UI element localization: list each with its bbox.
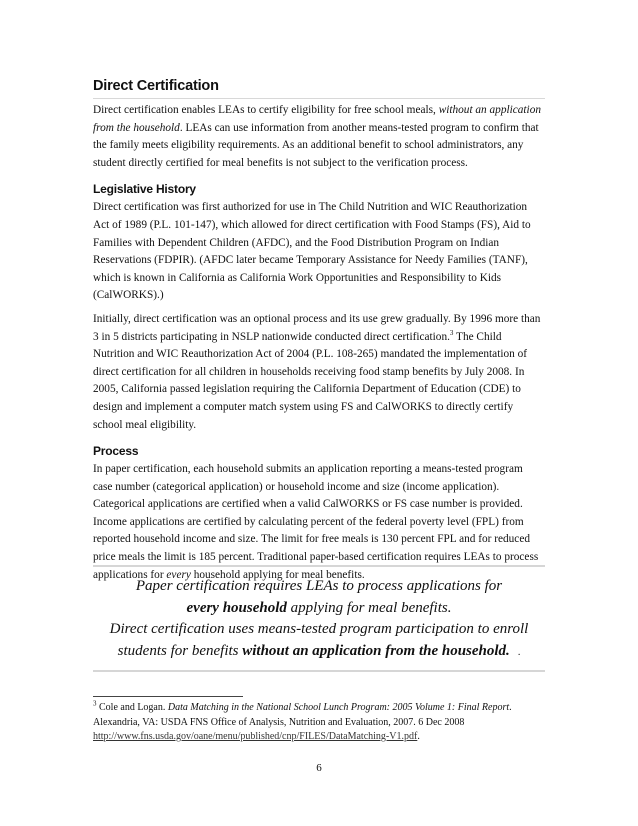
process-emphasis: every	[166, 568, 191, 581]
main-content	[93, 78, 545, 584]
page-number: 6	[316, 762, 322, 774]
pull-quote-line-2-rest: applying for meal benefits.	[286, 599, 452, 616]
pull-quote-line-4	[93, 641, 545, 664]
legislative-history-heading: Legislative History	[93, 182, 196, 197]
pull-quote-bold-1: every household	[186, 599, 287, 616]
pull-quote-top-rule	[93, 565, 545, 567]
footnote-publisher: . Alexandria, VA: USDA FNS Office of Analysis, Nutrition and Evaluation, 2007. 6 Dec 2008	[93, 702, 512, 728]
legislative-history-paragraph-1: Direct certification was first authorized for use in The Child Nutrition and WIC Reauthorization Act of 1989 (P.L. 101-147), which allowed for direct certification with Food Stamps (FS), Aid to Families with Dependent Children (AFDC), and the Food Distribution Program on Indian Reservations (FDPIR). (AFDC later became Temporary Assistance for Needy Families (TANF), which is known in California as California Work Opportunities and Responsibility to Kids (CalWORKS).)	[93, 201, 531, 302]
pull-quote-text	[93, 576, 545, 663]
pull-quote-bold-2: without an application from the household.	[242, 642, 510, 659]
footnote-link[interactable]: http://www.fns.usda.gov/oane/menu/published/cnp/FILES/DataMatching-V1.pdf	[93, 731, 418, 742]
process-text-1: In paper certification, each household submits an application reporting a means-tested program case number (categorical application) or household income and size (income application). Categorical applications are certified when a valid CalWORKS or FS case number is provided. Income applications are certified by calculating percent of the federal poverty level (FPL) from reported household income and size. The limit for free meals is 130 percent FPL and for reduced price meals the limit is 185 percent. Traditional paper-based certification requires LEAs to process applications for	[93, 463, 539, 581]
lh-p2-text-a: Initially, direct certification was an optional process and its use grew gradually. By 1996 more than 3 in 5 districts participating in NSLP nationwide conducted direct certification.	[93, 312, 541, 343]
intro-text-2: . LEAs can use information from another means-tested program to confirm that the family meets eligibility requirements. As an additional benefit to school administrators, any student directly certified for meal benefits is not subject to the verification process.	[93, 121, 539, 169]
footnote-number: 3	[93, 699, 97, 708]
pull-quote-line-2	[93, 598, 545, 620]
process-heading: Process	[93, 444, 139, 459]
intro-emphasis: without an application from the household	[93, 104, 541, 134]
footnote-end: .	[417, 731, 420, 742]
footnote-report-title: Data Matching in the National School Lunch Program: 2005 Volume 1: Final Report	[167, 702, 510, 713]
footnote-separator	[93, 696, 243, 697]
pull-quote-line-1: Paper certification requires LEAs to process applications for	[135, 578, 503, 594]
process-text-2: household applying for meal benefits.	[190, 568, 365, 581]
section-title: Direct Certification	[93, 78, 545, 99]
footnote-authors: Cole and Logan.	[96, 702, 168, 713]
lh-p2-text-b: The Child Nutrition and WIC Reauthorization Act of 2004 (P.L. 108-265) mandated the implementation of direct certification for all children in households receiving food stamp benefits by July 2008. In 2005, California passed legislation requiring the California Department of Education (CDE) to design and implement a computer match system using FS and CalWORKS to directly certify school meal eligibility.	[93, 330, 528, 431]
footnote-reference: 3	[449, 328, 454, 337]
intro-paragraph	[93, 102, 545, 172]
pull-quote	[93, 565, 545, 672]
pull-quote-line-3: Direct certification uses means-tested program participation to enroll	[109, 621, 529, 637]
intro-text-1: Direct certification enables LEAs to certify eligibility for free school meals,	[93, 104, 439, 116]
legislative-history-paragraph-2	[93, 311, 545, 434]
pull-quote-stray-period: .	[517, 646, 521, 658]
footnote	[93, 701, 553, 745]
pull-quote-line-4-text: students for benefits	[117, 642, 243, 659]
pull-quote-bottom-rule	[93, 670, 545, 672]
